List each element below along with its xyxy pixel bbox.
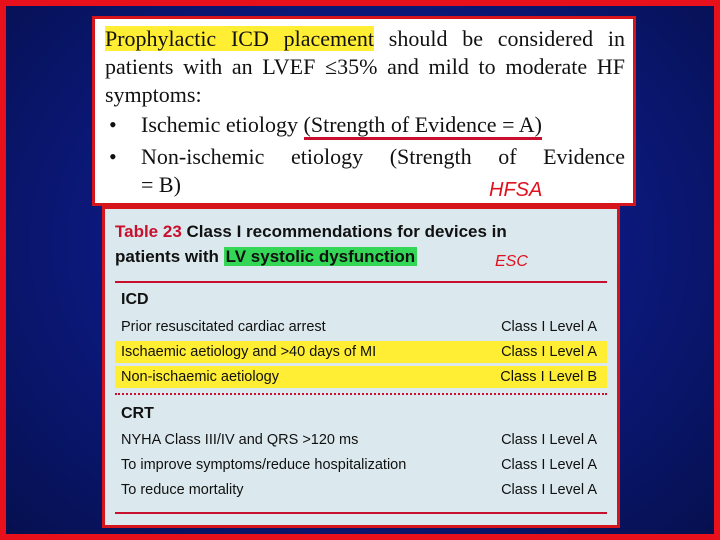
bullet2-line2: = B)	[141, 172, 181, 197]
row-label: NYHA Class III/IV and QRS >120 ms	[121, 432, 359, 448]
row-class-level: Class I Level A	[501, 482, 597, 498]
row-label: Ischaemic aetiology and >40 days of MI	[121, 344, 377, 360]
section-heading-icd: ICD	[121, 291, 149, 308]
bullet1-evidence-underlined: (Strength of Evidence = A)	[304, 112, 542, 140]
slide-background	[6, 6, 714, 534]
table-top-rule	[115, 281, 607, 283]
row-class-level: Class I Level B	[500, 369, 597, 385]
table-row	[115, 454, 607, 476]
row-label: To improve symptoms/reduce hospitalization	[121, 457, 407, 473]
bullet2-word: Evidence	[543, 144, 625, 169]
table-title-line1	[115, 221, 507, 243]
bullet2-line1	[141, 143, 625, 171]
table-row-highlighted	[115, 366, 607, 388]
table-bottom-rule	[115, 512, 607, 514]
bullet2-word: Non-ischemic	[141, 144, 265, 169]
bullet1-prefix: Ischemic etiology	[141, 112, 304, 137]
row-label: To reduce mortality	[121, 482, 244, 498]
hfsa-excerpt-box	[92, 16, 636, 206]
row-label: Prior resuscitated cardiac arrest	[121, 319, 326, 335]
bullet2-word: etiology	[291, 144, 364, 169]
hfsa-text: should be considered in patients with an LVEF ≤35% and mild to moderate HF symptoms:	[105, 26, 625, 107]
table-number: Table 23	[115, 222, 182, 241]
table-row	[115, 316, 607, 338]
row-label: Non-ischaemic aetiology	[121, 369, 279, 385]
bullet2-word: (Strength	[389, 144, 472, 169]
section-heading-crt: CRT	[121, 405, 154, 422]
esc-table-box	[102, 206, 620, 528]
table-row	[115, 479, 607, 501]
table-title-line2	[115, 246, 417, 268]
esc-source-label: ESC	[495, 253, 528, 270]
hfsa-highlight: Prophylactic ICD placement	[105, 26, 375, 51]
table-row-highlighted	[115, 341, 607, 363]
row-class-level: Class I Level A	[501, 457, 597, 473]
bullet2-word: of	[498, 144, 517, 169]
hfsa-source-label: HFSA	[489, 179, 543, 201]
section-divider	[115, 393, 607, 395]
hfsa-paragraph	[105, 25, 625, 109]
bullet-dot: •	[109, 144, 117, 169]
table-title-prefix: patients with	[115, 247, 224, 266]
table-title-highlight: LV systolic dysfunction	[225, 247, 416, 266]
table-title-text: Class I recommendations for devices in	[181, 222, 507, 241]
bullet-dot: •	[109, 112, 117, 137]
row-class-level: Class I Level A	[501, 344, 597, 360]
row-class-level: Class I Level A	[501, 432, 597, 448]
table-row	[115, 429, 607, 451]
row-class-level: Class I Level A	[501, 319, 597, 335]
